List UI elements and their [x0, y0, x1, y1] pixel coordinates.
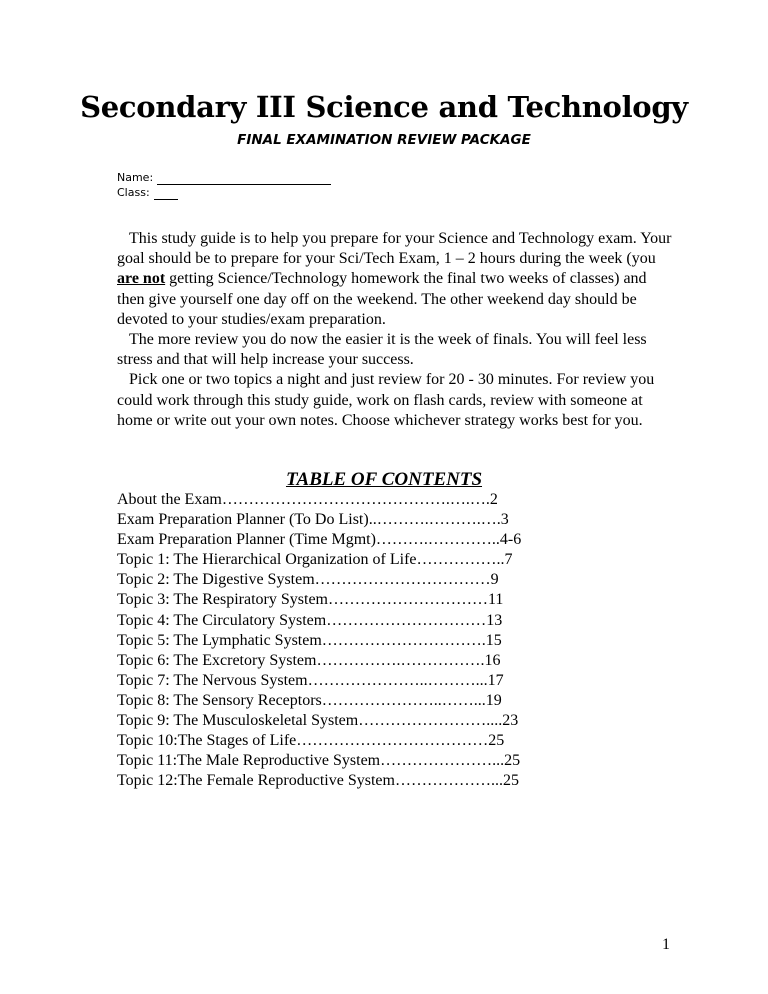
toc-page: 25 — [488, 732, 505, 750]
toc-entry: Exam Preparation Planner (To Do List) — [117, 511, 369, 529]
toc-page: 16 — [484, 651, 501, 669]
toc-item[interactable] — [117, 671, 677, 691]
emphasis-are-not: are not — [117, 270, 166, 288]
toc-page: 25 — [502, 772, 519, 790]
intro-paragraph-2: The more review you do now the easier it is the week of finals. You will feel less stress and that will help increase your success. — [117, 331, 647, 369]
name-label: Name: — [117, 171, 154, 184]
toc-item[interactable] — [117, 771, 677, 791]
toc-leader: …………………... — [380, 752, 505, 770]
toc-item[interactable] — [117, 711, 677, 731]
toc-entry: Topic 1: The Hierarchical Organization of Life — [117, 551, 417, 569]
student-fields — [117, 170, 331, 200]
toc-entry: Topic 3: The Respiratory System — [117, 591, 328, 609]
toc-entry: Topic 6: The Excretory System — [117, 651, 317, 669]
toc-item[interactable] — [117, 510, 677, 530]
toc-leader: ………………………… — [328, 591, 488, 609]
toc-item[interactable] — [117, 590, 677, 610]
toc-page: 25 — [504, 752, 521, 770]
toc-item[interactable] — [117, 751, 677, 771]
toc-page: 11 — [488, 591, 504, 609]
toc-page: 23 — [502, 712, 519, 730]
toc-page: 15 — [485, 631, 502, 649]
intro-paragraph-3: Pick one or two topics a night and just review for 20 - 30 minutes. For review you could work through this study guide, work on flash cards, review with someone at home or write out your own notes. Choose whichever strategy works best for you. — [117, 371, 655, 429]
toc-page: 2 — [489, 491, 498, 508]
toc-entry: Topic 4: The Circulatory System — [117, 611, 327, 629]
toc-entry: Exam Preparation Planner (Time Mgmt) — [117, 531, 376, 549]
name-blank[interactable] — [157, 173, 331, 185]
toc-leader: …………….……………. — [316, 651, 485, 669]
intro-paragraph-1: This study guide is to help you prepare for your Science and Technology exam. Your goal should be to prepare for your Sci/Tech Exam, 1 – 2 hours during the week (you are not getting Science/Technology homework the final two weeks of classes) and then give yourself one day off on the weekend. The other weekend day should be devoted to your studies/exam preparation. — [117, 230, 672, 328]
toc-leader: …………………………… — [314, 571, 491, 589]
class-label: Class: — [117, 186, 150, 199]
page-number: 1 — [662, 936, 670, 953]
toc-leader: …………………………………….….…. — [221, 491, 490, 508]
name-field[interactable] — [117, 170, 331, 185]
intro-text — [117, 229, 672, 431]
toc-leader: …………….. — [416, 551, 505, 569]
toc-heading: TABLE OF CONTENTS — [285, 469, 483, 490]
class-blank[interactable] — [154, 188, 178, 200]
document-title: Secondary III Science and Technology — [80, 90, 688, 124]
toc-item[interactable] — [117, 731, 677, 751]
class-field[interactable] — [117, 185, 331, 200]
document-subtitle: FINAL EXAMINATION REVIEW PACKAGE — [237, 132, 531, 148]
toc-entry: Topic 7: The Nervous System — [117, 671, 308, 689]
toc-entry: Topic 10:The Stages of Life — [117, 732, 297, 750]
toc-entry: Topic 2: The Digestive System — [117, 571, 315, 589]
toc-leader: …………………..………... — [307, 671, 488, 689]
toc-page: 17 — [487, 671, 504, 689]
toc-leader: ………………... — [394, 772, 503, 790]
toc-leader: ……….………….. — [375, 531, 500, 549]
toc-entry: Topic 9: The Musculoskeletal System — [117, 712, 359, 730]
toc-leader: ..……….……….…. — [368, 511, 501, 529]
toc-entry: About the Exam — [117, 491, 222, 508]
toc-item[interactable] — [117, 550, 677, 570]
toc-page: 13 — [486, 611, 503, 629]
toc-entry: Topic 5: The Lymphatic System — [117, 631, 322, 649]
toc-leader: …………………….... — [358, 712, 503, 730]
toc-page: 7 — [504, 551, 513, 569]
toc-leader: …………………..……... — [321, 691, 486, 709]
toc-item[interactable] — [117, 631, 677, 651]
toc-leader: ………………………… — [326, 611, 487, 629]
toc-leader: …………………………. — [321, 631, 486, 649]
toc-item[interactable] — [117, 651, 677, 671]
toc-item[interactable] — [117, 570, 677, 590]
toc-entry: Topic 12:The Female Reproductive System — [117, 772, 395, 790]
toc-item[interactable] — [117, 490, 677, 510]
toc-entry: Topic 8: The Sensory Receptors — [117, 691, 322, 709]
toc-leader: ……………………………… — [296, 732, 489, 750]
toc-item[interactable] — [117, 530, 677, 550]
toc-page: 4-6 — [499, 531, 522, 549]
toc-item[interactable] — [117, 611, 677, 631]
toc-page: 9 — [490, 571, 499, 589]
table-of-contents — [117, 490, 677, 791]
toc-item[interactable] — [117, 691, 677, 711]
toc-entry: Topic 11:The Male Reproductive System — [117, 752, 381, 770]
toc-page: 19 — [485, 691, 502, 709]
toc-page: 3 — [500, 511, 509, 529]
